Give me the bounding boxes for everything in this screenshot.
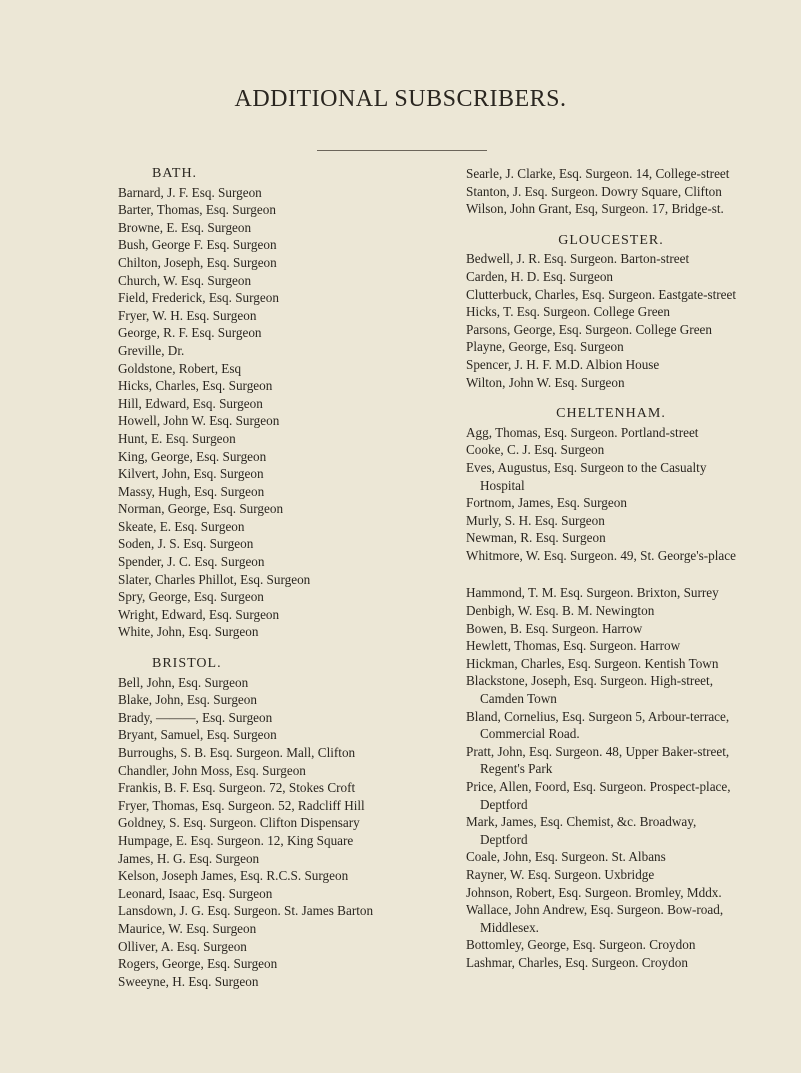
subscriber-entry: Hewlett, Thomas, Esq. Surgeon. Harrow bbox=[466, 638, 681, 654]
bristol-list bbox=[118, 674, 453, 991]
section-gap bbox=[466, 391, 796, 405]
subscriber-entry: Church, W. Esq. Surgeon bbox=[118, 272, 252, 288]
subscriber-entry: George, R. F. Esq. Surgeon bbox=[118, 325, 262, 341]
subscriber-entry: Spencer, J. H. F. M.D. Albion House bbox=[466, 356, 660, 372]
subscriber-entry: Lansdown, J. G. Esq. Surgeon. St. James Barton bbox=[118, 903, 374, 919]
left-column bbox=[118, 165, 453, 990]
subscriber-entry: Burroughs, S. B. Esq. Surgeon. Mall, Clifton bbox=[118, 745, 356, 760]
subscriber-entry: Goldney, S. Esq. Surgeon. Clifton Dispensary bbox=[118, 815, 360, 831]
section-gap bbox=[466, 218, 796, 232]
subscriber-entry: Maurice, W. Esq. Surgeon bbox=[118, 920, 257, 936]
subscriber-entry: Johnson, Robert, Esq. Surgeon. Bromley, Mddx. bbox=[466, 884, 722, 900]
subscriber-entry: Regent's Park bbox=[480, 761, 553, 777]
subscriber-entry: Lashmar, Charles, Esq. Surgeon. Croydon bbox=[466, 954, 688, 970]
subscriber-entry: Wilton, John W. Esq. Surgeon bbox=[466, 374, 625, 390]
subscriber-entry: Hicks, Charles, Esq. Surgeon bbox=[118, 378, 273, 394]
subscriber-entry: Leonard, Isaac, Esq. Surgeon bbox=[118, 885, 273, 901]
subscriber-entry: Hammond, T. M. Esq. Surgeon. Brixton, Surrey bbox=[466, 585, 719, 601]
subscriber-entry: Hospital bbox=[480, 477, 525, 493]
subscriber-entry: Blackstone, Joseph, Esq. Surgeon. High-street, bbox=[466, 673, 713, 689]
subscriber-entry: Bedwell, J. R. Esq. Surgeon. Barton-street bbox=[466, 251, 690, 267]
subscriber-entry: Stanton, J. Esq. Surgeon. Dowry Square, Clifton bbox=[466, 183, 722, 199]
subscriber-entry: Spry, George, Esq. Surgeon bbox=[118, 589, 264, 605]
subscriber-entry: Camden Town bbox=[480, 691, 557, 707]
title-rule bbox=[317, 150, 487, 151]
subscriber-entry: James, H. G. Esq. Surgeon bbox=[118, 850, 260, 866]
subscriber-entry: Field, Frederick, Esq. Surgeon bbox=[118, 290, 279, 306]
section-gap bbox=[118, 641, 453, 655]
subscriber-entry: Wilson, John Grant, Esq, Surgeon. 17, Bridge-st. bbox=[466, 201, 724, 217]
subscriber-entry: Deptford bbox=[480, 831, 528, 847]
subscriber-entry: Clutterbuck, Charles, Esq. Surgeon. Eastgate-street bbox=[466, 286, 737, 302]
gloucester-section bbox=[466, 232, 796, 391]
subscriber-entry: Bryant, Samuel, Esq. Surgeon bbox=[118, 727, 277, 743]
subscriber-entry: Bell, John, Esq. Surgeon bbox=[118, 674, 249, 690]
subscriber-entry: Barter, Thomas, Esq. Surgeon bbox=[118, 202, 276, 218]
section-heading-bath: BATH. bbox=[152, 166, 198, 181]
subscriber-entry: Hickman, Charles, Esq. Surgeon. Kentish Town bbox=[466, 655, 719, 671]
subscriber-entry: Parsons, George, Esq. Surgeon. College Green bbox=[466, 321, 713, 337]
subscriber-entry: Middlesex. bbox=[480, 919, 539, 935]
subscriber-entry: Barnard, J. F. Esq. Surgeon bbox=[118, 184, 262, 200]
section-heading-bristol: BRISTOL. bbox=[152, 656, 222, 672]
subscriber-entry: Newman, R. Esq. Surgeon bbox=[466, 530, 606, 546]
subscriber-entry: Norman, George, Esq. Surgeon bbox=[118, 501, 284, 517]
subscriber-entry: Frankis, B. F. Esq. Surgeon. 72, Stokes Croft bbox=[118, 780, 356, 796]
subscriber-entry: Cooke, C. J. Esq. Surgeon bbox=[466, 442, 605, 458]
subscriber-entry: Whitmore, W. Esq. Surgeon. 49, St. George's-place bbox=[466, 547, 736, 563]
subscriber-entry: Murly, S. H. Esq. Surgeon bbox=[466, 512, 605, 528]
subscriber-entry: Olliver, A. Esq. Surgeon bbox=[118, 938, 247, 954]
cheltenham-list bbox=[466, 424, 796, 565]
subscriber-entry: Browne, E. Esq. Surgeon bbox=[118, 219, 252, 235]
subscriber-entry: Wright, Edward, Esq. Surgeon bbox=[118, 606, 280, 622]
section-heading-gloucester: GLOUCESTER. bbox=[558, 232, 664, 248]
subscriber-entry: Pratt, John, Esq. Surgeon. 48, Upper Baker-street, bbox=[466, 743, 730, 759]
subscriber-entry: Agg, Thomas, Esq. Surgeon. Portland-street bbox=[466, 424, 699, 440]
right-column bbox=[466, 165, 796, 972]
subscriber-entry: Soden, J. S. Esq. Surgeon bbox=[118, 536, 254, 552]
subscriber-entry: Coale, John, Esq. Surgeon. St. Albans bbox=[466, 849, 666, 865]
subscriber-entry: Massy, Hugh, Esq. Surgeon bbox=[118, 483, 265, 499]
subscriber-entry: Blake, John, Esq. Surgeon bbox=[118, 692, 257, 708]
subscriber-entry: Wallace, John Andrew, Esq. Surgeon. Bow-road, bbox=[466, 902, 724, 918]
subscriber-entry: Brady, ———, Esq. Surgeon bbox=[118, 709, 273, 725]
subscriber-entry: Bowen, B. Esq. Surgeon. Harrow bbox=[466, 620, 643, 636]
page-title: ADDITIONAL SUBSCRIBERS. bbox=[234, 86, 567, 112]
gloucester-list bbox=[466, 250, 796, 391]
subscriber-entry: Bottomley, George, Esq. Surgeon. Croydon bbox=[466, 937, 696, 953]
bath-section bbox=[118, 165, 453, 641]
subscriber-entry: Hunt, E. Esq. Surgeon bbox=[118, 430, 236, 446]
subscriber-entry: Eves, Augustus, Esq. Surgeon to the Casualty bbox=[466, 459, 707, 475]
subscriber-entry: Denbigh, W. Esq. B. M. Newington bbox=[466, 603, 655, 619]
subscriber-entry: Rayner, W. Esq. Surgeon. Uxbridge bbox=[466, 866, 655, 882]
subscriber-entry: Hill, Edward, Esq. Surgeon bbox=[118, 395, 263, 411]
subscriber-entry: Chandler, John Moss, Esq. Surgeon bbox=[118, 762, 306, 778]
subscriber-entry: Fortnom, James, Esq. Surgeon bbox=[466, 495, 627, 511]
subscriber-entry: Kilvert, John, Esq. Surgeon bbox=[118, 466, 264, 482]
subscriber-entry: Carden, H. D. Esq. Surgeon bbox=[466, 268, 614, 284]
cheltenham-section bbox=[466, 405, 796, 564]
subscriber-entry: Kelson, Joseph James, Esq. R.C.S. Surgeon bbox=[118, 868, 349, 884]
subscriber-entry: Spender, J. C. Esq. Surgeon bbox=[118, 554, 265, 570]
bristol-continued-list bbox=[466, 165, 796, 218]
subscriber-entry: Chilton, Joseph, Esq. Surgeon bbox=[118, 254, 277, 270]
subscriber-entry: Deptford bbox=[480, 796, 528, 812]
subscriber-entry: Rogers, George, Esq. Surgeon bbox=[118, 956, 278, 972]
london-list bbox=[466, 584, 796, 971]
subscriber-entry: Slater, Charles Phillot, Esq. Surgeon bbox=[118, 571, 311, 587]
subscriber-entry: King, George, Esq. Surgeon bbox=[118, 448, 267, 464]
subscriber-entry: Price, Allen, Foord, Esq. Surgeon. Prospect-place, bbox=[466, 779, 731, 794]
subscriber-entry: Goldstone, Robert, Esq bbox=[118, 360, 242, 376]
subscriber-entry: Greville, Dr. bbox=[118, 342, 185, 358]
subscriber-entry: Skeate, E. Esq. Surgeon bbox=[118, 518, 245, 534]
subscriber-entry: Howell, John W. Esq. Surgeon bbox=[118, 413, 280, 429]
subscriber-entry: Mark, James, Esq. Chemist, &c. Broadway, bbox=[466, 814, 697, 830]
subscriber-entry: Bush, George F. Esq. Surgeon bbox=[118, 237, 277, 253]
bath-list bbox=[118, 184, 453, 641]
subscriber-entry: Fryer, Thomas, Esq. Surgeon. 52, Radcliff Hill bbox=[118, 797, 365, 813]
subscriber-entry: Playne, George, Esq. Surgeon bbox=[466, 339, 624, 355]
subscriber-entry: Searle, J. Clarke, Esq. Surgeon. 14, College-street bbox=[466, 166, 730, 181]
subscriber-entry: Hicks, T. Esq. Surgeon. College Green bbox=[466, 304, 671, 320]
subscriber-entry: Humpage, E. Esq. Surgeon. 12, King Square bbox=[118, 832, 354, 848]
section-gap bbox=[466, 564, 796, 584]
subscriber-entry: Bland, Cornelius, Esq. Surgeon 5, Arbour-terrace, bbox=[466, 708, 730, 724]
bristol-section bbox=[118, 655, 453, 990]
subscriber-entry: Commercial Road. bbox=[480, 726, 580, 742]
subscriber-entry: Sweeyne, H. Esq. Surgeon bbox=[118, 973, 259, 989]
subscriber-entry: Fryer, W. H. Esq. Surgeon bbox=[118, 307, 257, 323]
section-heading-cheltenham: CHELTENHAM. bbox=[556, 406, 666, 422]
subscriber-entry: White, John, Esq. Surgeon bbox=[118, 624, 259, 640]
